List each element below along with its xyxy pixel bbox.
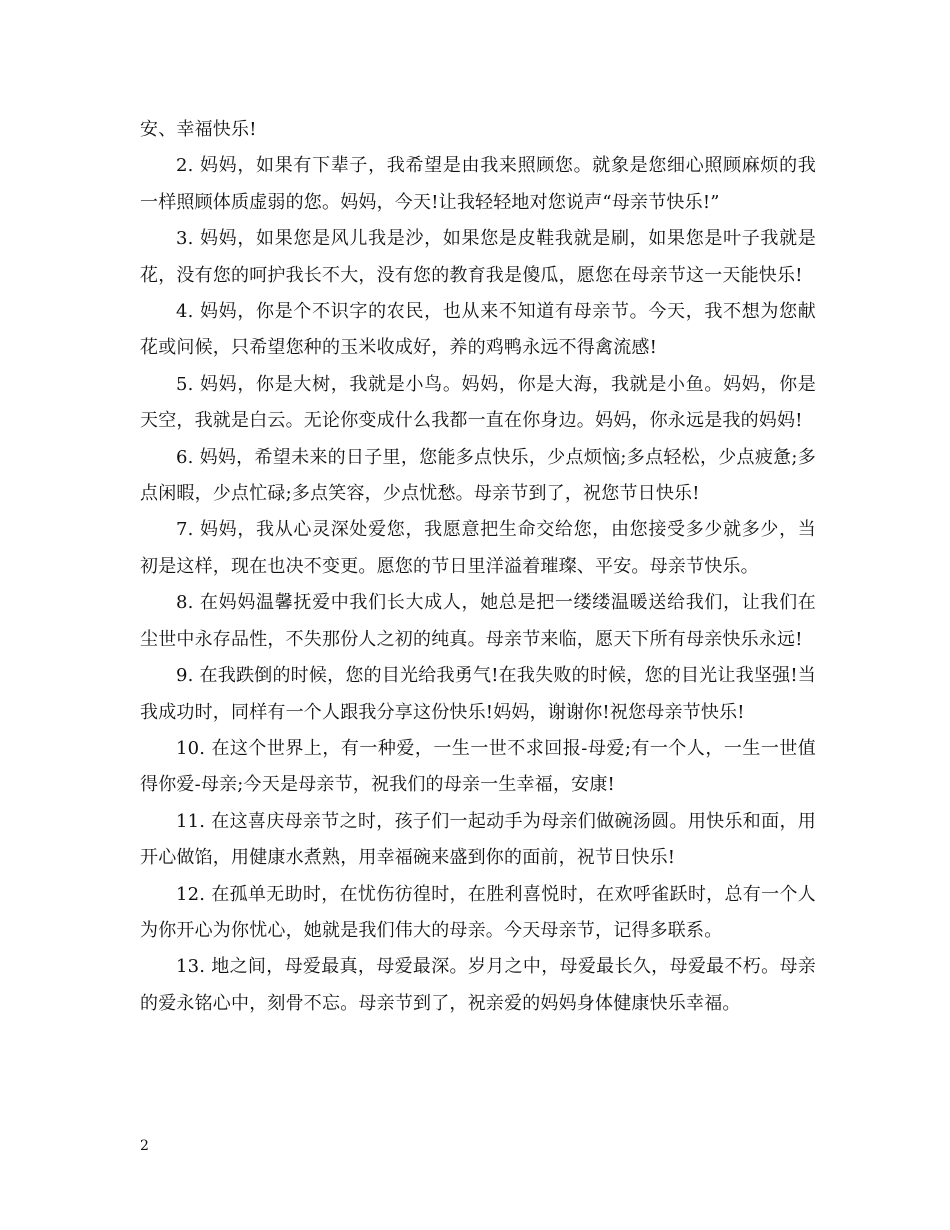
paragraph-item-4: 4. 妈妈，你是个不识字的农民，也从来不知道有母亲节。今天，我不想为您献花或问候，只希望您种的玉米收成好，养的鸡鸭永远不得禽流感! [140,301,816,359]
paragraph-item-10: 10. 在这个世界上，有一种爱，一生一世不求回报-母爱;有一个人，一生一世值得你爱-母亲;今天是母亲节，祝我们的母亲一生幸福，安康! [140,737,816,796]
paragraph-item-5: 5. 妈妈，你是大树，我就是小鸟。妈妈，你是大海，我就是小鱼。妈妈，你是天空，我就是白云。无论你变成什么我都一直在你身边。妈妈，你永远是我的妈妈! [140,373,816,432]
page-number: 2 [140,1138,149,1154]
paragraph-item-9: 9. 在我跌倒的时候，您的目光给我勇气!在我失败的时候，您的目光让我坚强!当我成功时，同样有一个人跟我分享这份快乐!妈妈，谢谢你!祝您母亲节快乐! [140,665,816,723]
paragraph-continuation: 安、幸福快乐! [140,119,257,140]
paragraph-item-6: 6. 妈妈，希望未来的日子里，您能多点快乐，少点烦恼;多点轻松，少点疲惫;多点闲暇，少点忙碌;多点笑容，少点忧愁。母亲节到了，祝您节日快乐! [140,446,816,505]
paragraph-item-12: 12. 在孤单无助时，在忧伤彷徨时，在胜利喜悦时，在欢呼雀跃时，总有一个人为你开心为你忧心，她就是我们伟大的母亲。今天母亲节，记得多联系。 [140,883,816,941]
paragraph-item-13: 13. 地之间，母爱最真，母爱最深。岁月之中，母爱最长久，母爱最不朽。母亲的爱永铭心中，刻骨不忘。母亲节到了，祝亲爱的妈妈身体健康快乐幸福。 [140,956,816,1014]
paragraph-item-8: 8. 在妈妈温馨抚爱中我们长大成人，她总是把一缕缕温暖送给我们，让我们在尘世中永存品性，不失那份人之初的纯真。母亲节来临，愿天下所有母亲快乐永远! [140,592,816,650]
paragraph-item-3: 3. 妈妈，如果您是风儿我是沙，如果您是皮鞋我就是刷，如果您是叶子我就是花，没有您的呵护我长不大，没有您的教育我是傻瓜，愿您在母亲节这一天能快乐! [140,228,816,286]
paragraph-item-11: 11. 在这喜庆母亲节之时，孩子们一起动手为母亲们做碗汤圆。用快乐和面，用开心做馅，用健康水煮熟，用幸福碗来盛到你的面前，祝节日快乐! [140,810,816,869]
document-body [140,112,816,1022]
paragraph-item-7: 7. 妈妈，我从心灵深处爱您，我愿意把生命交给您，由您接受多少就多少，当初是这样，现在也决不变更。愿您的节日里洋溢着璀璨、平安。母亲节快乐。 [140,519,816,577]
paragraph-item-2: 2. 妈妈，如果有下辈子，我希望是由我来照顾您。就象是您细心照顾麻烦的我一样照顾体质虚弱的您。妈妈，今天!让我轻轻地对您说声“母亲节快乐!” [140,155,816,213]
